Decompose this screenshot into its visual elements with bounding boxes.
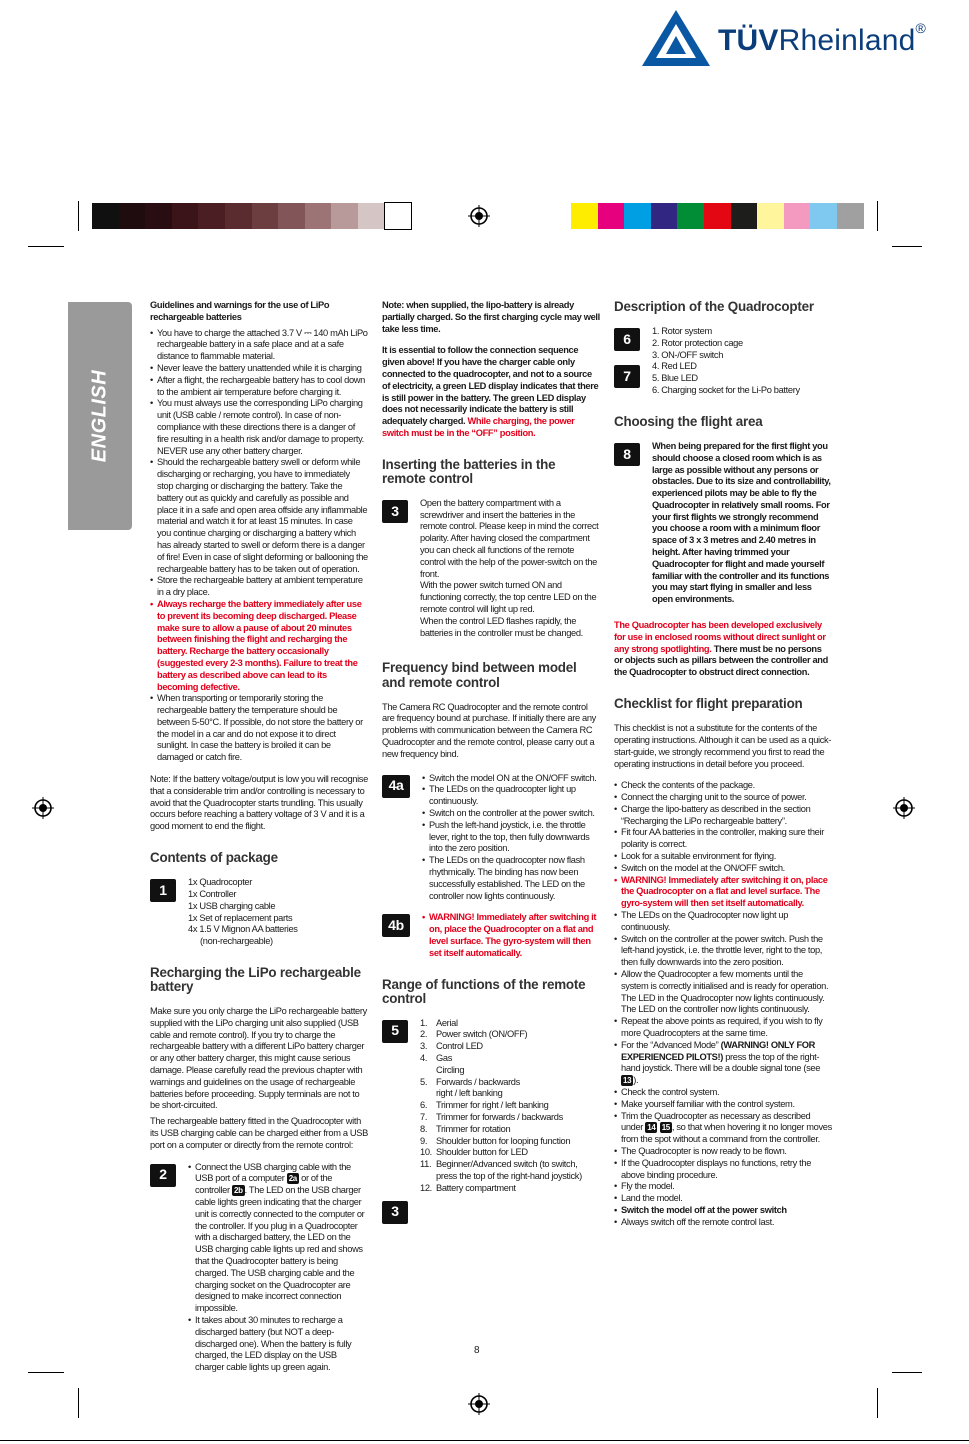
step-2-list <box>188 1162 368 1374</box>
figure-ref-badge: 2b <box>233 1186 243 1196</box>
section-title-contents: Contents of package <box>150 850 278 866</box>
page-edge-line <box>0 1440 969 1441</box>
step-2 <box>150 1162 368 1374</box>
list-item: • Check the control system. <box>614 1087 832 1099</box>
list-item: 5. Forwards / backwards <box>420 1076 520 1087</box>
list-item: • It takes about 30 minutes to recharge a discharged battery (but NOT a deep-discharged one). When the battery is fully charged, the LED display on the USB charger cable lights up green again. <box>188 1315 368 1374</box>
list-item: • Switch on the model at the ON/OFF switch. <box>614 863 832 875</box>
language-tab <box>68 302 132 530</box>
list-item: 9. Shoulder button for looping function <box>420 1135 571 1146</box>
figure-ref-badge: 14 <box>647 1123 656 1133</box>
tuv-triangle-icon <box>640 8 712 68</box>
list-item: 6. Trimmer for right / left banking <box>420 1100 549 1111</box>
list-item: 2. Rotor protection cage <box>652 337 743 348</box>
guidelines-list <box>150 328 368 764</box>
list-item-warning: • WARNING! Immediately after switching it on, place the Quadrocopter on a flat and level surface. The gyro-system will then set itself automatically. <box>614 875 832 910</box>
list-item: 4x 1.5 V Mignon AA batteries <box>188 924 298 935</box>
list-item: 3. Control LED <box>420 1041 483 1052</box>
color-bar-right-swatch <box>571 203 598 229</box>
list-item: • If the Quadrocopter displays no functions, retry the above binding procedure. <box>614 1158 832 1182</box>
list-item: 1x Set of replacement parts <box>188 912 293 923</box>
list-item: • Allow the Quadrocopter a few moments until the system is correctly initialised and is ready for operation. The LED in the Quadrocopter now lights continuously. The LED on the controller now lights continuously. <box>614 969 832 1016</box>
tuv-logo <box>640 8 960 70</box>
tuv-brand-text: TÜVRheinland® <box>718 20 927 57</box>
checklist-intro: This checklist is not a substitute for the contents of the operating instructions. Although it can be used as a quick-start-guide, we strongly recommend you first to read the operating instructions in detail before you proceed. <box>614 723 832 769</box>
color-bar-right-swatch <box>704 203 731 229</box>
registration-mark-icon <box>32 797 54 819</box>
language-tab-label: ENGLISH <box>88 369 111 463</box>
list-item: 4. Red LED <box>652 361 697 372</box>
list-item: • The Quadrocopter is now ready to be flown. <box>614 1146 832 1158</box>
list-item: • Always switch off the remote control last. <box>614 1217 832 1229</box>
list-item: 8. Trimmer for rotation <box>420 1123 511 1134</box>
color-bar-right-swatch <box>731 203 758 229</box>
column-1 <box>150 300 368 1384</box>
list-item: • Should the rechargeable battery swell or deform while discharging or recharging, you have to immediately stop charging or discharging the battery. Take the battery out as quickly and carefully as possible and place it in a safe and open area offside any inflammable material and watch it for at least 15 minutes. In case you continue charging or discharging a battery which has already started to swell or deform there is a danger of fire! Even in case of slight deforming or ballooning the rechargeable battery has to be taken out of operation. <box>150 457 368 575</box>
step-text: Open the battery compartment with a screwdriver and insert the batteries in the remote control. Please keep in mind the correct polarity. After having closed the compartment you can check all functions of the remote control with the help of the power-switch on the front. <box>420 497 599 579</box>
list-item: • Connect the USB charging cable with the USB port of a computer 2a or of the controller 2b . The LED on the USB charger cable lights green indicating that the charger unit is correctly connected to the computer or the controller. If you plug in a Quadrocopter with a discharged battery, the LED on the USB charging cable lights up red and shows that the Quadrocopter battery is being charged. The USB charging cable and the charging socket on the Quadrocopter are designed to make incorrect connection impossible. <box>188 1162 368 1315</box>
step-number-badge: 4b <box>382 914 410 937</box>
list-item: • Store the rechargeable battery at ambient temperature in a dry place. <box>150 575 368 599</box>
color-bar-left-swatch <box>278 203 305 229</box>
list-item: • Trim the Quadrocopter as necessary as described under 14 15 , so that when hovering it no longer moves from the spot without a command from the controller. <box>614 1111 832 1146</box>
color-bar-left-swatch <box>198 203 225 229</box>
charge-note: Note: when supplied, the lipo-battery is already partially charged. So the first charging cycle may well take less time. <box>382 300 600 334</box>
step-number-badge: 2 <box>150 1164 176 1187</box>
list-item: • Repeat the above points as required, if you wish to fly more Quadrocopters at the same time. <box>614 1016 832 1040</box>
color-bar-left-swatch <box>331 203 358 229</box>
list-item: • Fit four AA batteries in the controller, making sure their polarity is correct. <box>614 827 832 851</box>
crop-mark <box>28 246 64 247</box>
controls-list <box>420 1018 600 1195</box>
column-3 <box>614 300 832 1229</box>
color-bar-right-swatch <box>810 203 837 229</box>
list-item: • Switch the model ON at the ON/OFF switch. <box>422 773 600 785</box>
step-number-badge: 3 <box>382 500 408 523</box>
battery-note: Note: If the battery voltage/output is low you will recognise that a considerable trim and/or controlling is necessary to avoid that the Quadrocopter starts trundling. This usually occurs before reaching a battery voltage of 3 V and it is a good moment to end the flight. <box>150 774 368 832</box>
list-item: 1. Rotor system <box>652 326 712 337</box>
print-color-bar-left <box>92 203 411 229</box>
list-item: 11. Beginner/Advanced switch (to switch, press the top of the right-hand joystick) <box>420 1159 582 1181</box>
step-4b <box>382 912 600 959</box>
color-bar-right-swatch <box>677 203 704 229</box>
list-item: • Look for a suitable environment for flying. <box>614 851 832 863</box>
list-item: (non-rechargeable) <box>200 936 273 947</box>
list-item: • Charge the lipo-battery as described in the section “Recharging the LiPo rechargeable battery”. <box>614 804 832 828</box>
color-bar-left-swatch <box>305 203 332 229</box>
section-title-insert-batteries: Inserting the batteries in the remote control <box>382 456 556 486</box>
step-text: With the power switch turned ON and functioning correctly, the top centre LED on the remote control will light up red. <box>420 580 597 615</box>
color-bar-left-swatch <box>252 203 279 229</box>
color-bar-left-swatch <box>145 203 172 229</box>
step-3 <box>382 498 600 644</box>
page-number: 8 <box>474 1345 480 1356</box>
list-item: 1. Aerial <box>420 1017 458 1028</box>
step-text: When the control LED flashes rapidly, the batteries in the controller must be changed. <box>420 615 583 638</box>
list-item: 10. Shoulder button for LED <box>420 1147 528 1158</box>
color-bar-left-swatch <box>119 203 146 229</box>
step-4a-list <box>422 773 600 903</box>
crop-mark <box>78 1388 79 1418</box>
list-item: 2. Power switch (ON/OFF) <box>420 1029 528 1040</box>
section-title-checklist: Checklist for flight preparation <box>614 696 803 712</box>
list-item: 7. Trimmer for forwards / backwards <box>420 1112 563 1123</box>
step-number-badge: 5 <box>382 1020 408 1043</box>
list-item: 6. Charging socket for the Li-Po battery <box>652 385 800 396</box>
list-item: 4. Gas <box>420 1053 453 1064</box>
step-8 <box>614 441 832 610</box>
crop-mark <box>892 1372 922 1373</box>
flight-area-warning: The Quadrocopter has been developed exclusively for use in enclosed rooms without direct sunlight or any strong spotlighting. There must be no persons or objects such as pillars between the controller and the Quadrocopter to obstruct direct connection. <box>614 620 828 678</box>
list-item: • After a flight, the rechargeable battery has to cool down to the ambient air temperature before charging it. <box>150 375 368 399</box>
crop-mark <box>28 1372 64 1373</box>
color-bar-right-swatch <box>624 203 651 229</box>
list-item: • The LEDs on the quadrocopter now flash rhythmically. The binding has now been successfully established. The LED on the controller now lights continuously. <box>422 855 600 902</box>
bind-paragraph: The Camera RC Quadrocopter and the remote control are frequency bound at purchase. If initially there are any problems with communication between the Camera RC Quadrocopter and the remote control, please carry out a new frequency bind. <box>382 701 596 759</box>
step-number-badge: 8 <box>614 443 640 466</box>
color-bar-right-swatch <box>598 203 625 229</box>
checklist <box>614 780 832 1228</box>
list-item: 1x USB charging cable <box>188 900 276 911</box>
color-bar-right-swatch <box>837 203 864 229</box>
step-number-badge: 3 <box>382 1201 408 1224</box>
column-2 <box>382 300 600 1234</box>
section-title-recharge: Recharging the LiPo rechargeable battery <box>150 964 361 994</box>
list-item: • Land the model. <box>614 1193 832 1205</box>
color-bar-right-swatch <box>651 203 678 229</box>
figure-ref-badge: 15 <box>661 1123 670 1133</box>
color-bar-left-swatch <box>385 203 412 229</box>
list-item: • Make yourself familiar with the control system. <box>614 1099 832 1111</box>
list-item: • When transporting or temporarily storing the rechargeable battery the temperature should be between 5-50°C. If possible, do not store the battery or the model in a car and do not expose it to direct sunlight. In case the battery is broiled it can be damaged or catch fire. <box>150 693 368 764</box>
section-title-range: Range of functions of the remote control <box>382 976 586 1006</box>
list-item: • Fly the model. <box>614 1181 832 1193</box>
list-item: 12. Battery compartment <box>420 1182 516 1193</box>
parts-list <box>652 326 832 397</box>
recharge-paragraph: The rechargeable battery fitted in the Quadrocopter with its USB charging cable can be charged either from a USB port on a computer or directly from the remote control: <box>150 1116 368 1150</box>
step-6-7 <box>614 326 832 397</box>
list-item: right / left banking <box>436 1088 503 1099</box>
section-title-frequency-bind: Frequency bind between model and remote control <box>382 660 577 690</box>
list-item: • Switch on the controller at the power switch. Push the left-hand joystick, i.e. the throttle lever, right to the top, then fully downwards into the zero position. <box>614 934 832 969</box>
step-number-badge: 6 <box>614 328 640 351</box>
list-item: • Switch the model off at the power switch <box>614 1205 832 1217</box>
list-item: • Never leave the battery unattended while it is charging <box>150 363 368 375</box>
crop-mark <box>877 1388 878 1418</box>
list-item: Circling <box>436 1064 465 1075</box>
contents-list <box>188 877 368 948</box>
step-5 <box>382 1018 600 1195</box>
step-3-figure <box>382 1199 600 1224</box>
section-title-description: Description of the Quadrocopter <box>614 299 814 314</box>
crop-mark <box>78 201 79 231</box>
color-bar-left-swatch <box>358 203 385 229</box>
list-item: 1x Quadrocopter <box>188 877 253 888</box>
color-bar-left-swatch <box>225 203 252 229</box>
list-item: • For the “Advanced Mode” (WARNING! ONLY FOR EXPERIENCED PILOTS!) press the top of the right-hand joystick. There will be a double signal tone (see 13 ). <box>614 1040 832 1087</box>
connection-note: It is essential to follow the connection sequence given above! If you have the charger cable only connected to the quadrocopter, and not to a source of electricity, a green LED display indicates that there is still power in the battery. The green LED display does not necessarily indicate the battery is still adequately charged. While charging, the power switch must be in the “OFF” position. <box>382 345 599 438</box>
list-item: • You have to charge the attached 3.7 V ⎓ 140 mAh LiPo rechargeable battery in a safe place and at a safe distance to flammable material. <box>150 328 368 363</box>
list-item: • Connect the charging unit to the source of power. <box>614 792 832 804</box>
list-item: 3. ON-/OFF switch <box>652 349 724 360</box>
list-item-warning: • Always recharge the battery immediately after use to prevent its becoming deep discharged. Please make sure to allow a pause of about 20 minutes between finishing the flight and recharging the battery. Recharge the battery occasionally (suggested every 2-3 months). Failure to treat the battery as described above can lead to its becoming defective. <box>150 599 368 693</box>
registration-mark-icon <box>468 1393 490 1415</box>
step-number-badge: 4a <box>382 775 410 798</box>
figure-ref-badge: 13 <box>623 1076 632 1086</box>
color-bar-right-swatch <box>757 203 784 229</box>
list-item: • Push the left-hand joystick, i.e. the throttle lever, right to the top, then fully downwards into the zero position. <box>422 820 600 855</box>
list-item-warning: • WARNING! Immediately after switching it on, place the Quadrocopter on a flat and level surface. The gyro-system will then set itself automatically. <box>422 912 600 959</box>
color-bar-left-swatch <box>172 203 199 229</box>
step-4a <box>382 773 600 903</box>
step-number-badge: 1 <box>150 879 176 902</box>
print-color-bar-right <box>571 203 864 229</box>
list-item: • You must always use the corresponding LiPo charging unit (USB cable / remote control). In case of non-compliance with these directions there is a danger of fire resulting in a health risk and/or damage to property. NEVER use any other battery charger. <box>150 398 368 457</box>
flight-area-text: When being prepared for the first flight you should choose a closed room which is as large as possible without any persons or obstacles. Due to its size and controllability, experienced pilots may be able to fly the Quadrocopter in relatively small rooms. For your first flights we strongly recommend you choose a room with a minimum floor space of 3 x 3 metres and 2.40 metres in height. After having trimmed your Quadrocopter for flight and made yourself familiar with the controller and its functions you may start flying in smaller and less open environments. <box>652 440 831 605</box>
figure-ref-badge: 2a <box>288 1174 297 1184</box>
section-title-flight-area: Choosing the flight area <box>614 413 763 429</box>
list-item: • The LEDs on the Quadrocopter now light up continuously. <box>614 910 832 934</box>
crop-mark <box>892 246 922 247</box>
list-item: 1x Controller <box>188 888 237 899</box>
color-bar-right-swatch <box>784 203 811 229</box>
crop-mark <box>877 201 878 231</box>
list-item: • Check the contents of the package. <box>614 780 832 792</box>
guidelines-title: Guidelines and warnings for the use of LiPo rechargeable batteries <box>150 300 330 322</box>
list-item: • Switch on the controller at the power switch. <box>422 808 600 820</box>
recharge-paragraph: Make sure you only charge the LiPo rechargeable battery supplied with the LiPo charging unit also supplied (USB cable and remote control). If you try to charge the rechargeable battery with a different LiPo battery charger or any other battery charger, this might cause serious damage. Please carefully read the previous chapter with warnings and guidelines on the usage of rechargeable batteries before proceeding. Supply terminals are not to be short-circuited. <box>150 1006 367 1111</box>
registration-mark-icon <box>893 797 915 819</box>
color-bar-left-swatch <box>92 203 119 229</box>
list-item: 5. Blue LED <box>652 373 698 384</box>
step-1 <box>150 877 368 948</box>
step-number-badge: 7 <box>614 365 640 388</box>
list-item: • The LEDs on the quadrocopter light up continuously. <box>422 784 600 808</box>
registration-mark-icon <box>468 205 490 227</box>
